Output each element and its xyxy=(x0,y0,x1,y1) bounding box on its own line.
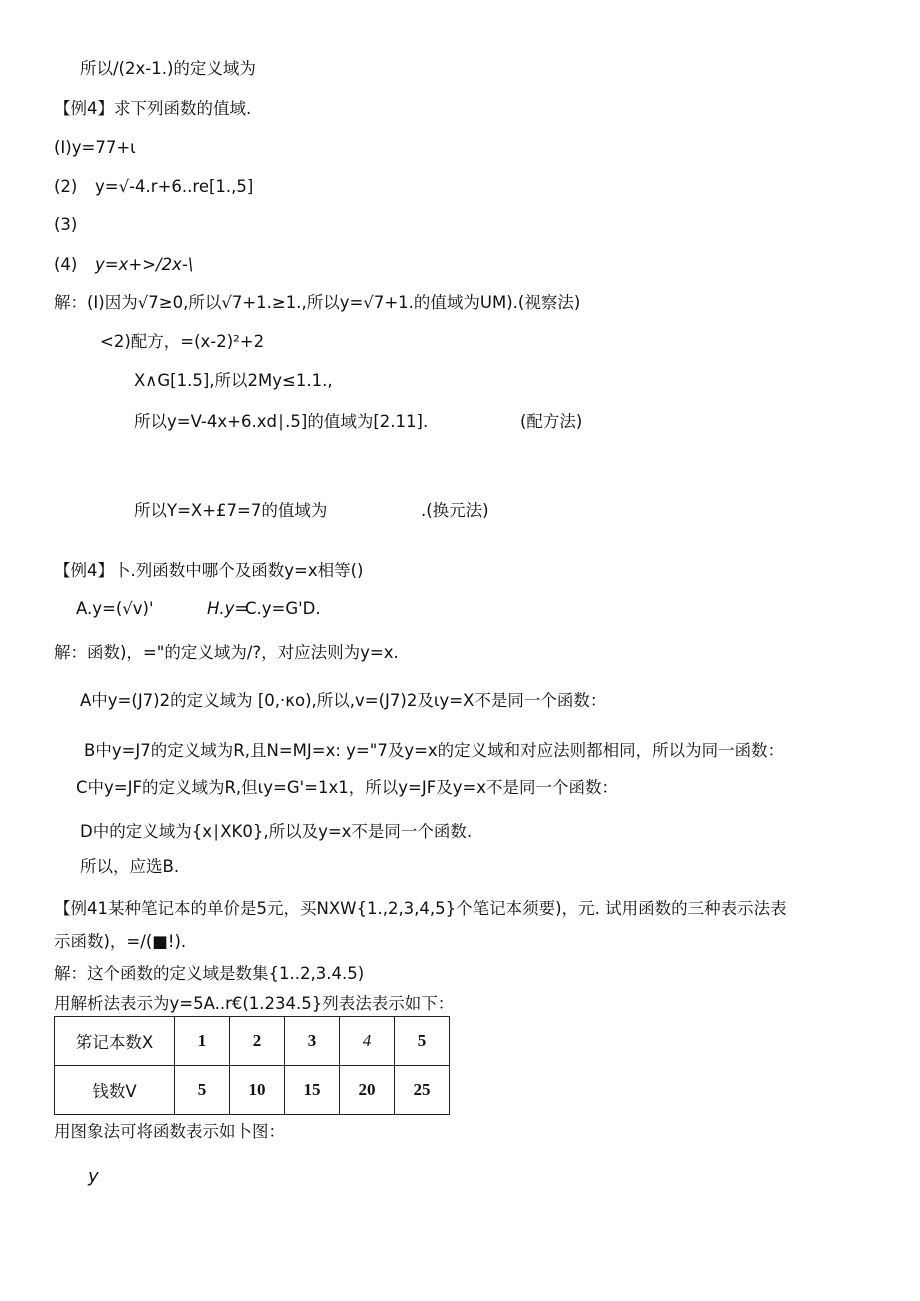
table-cell: 20 xyxy=(340,1066,395,1115)
text-line: 所以y=V-4x+6.xd∣.5]的值域为[2.11]. xyxy=(134,412,429,431)
table-cell: 4 xyxy=(340,1017,395,1066)
value-table xyxy=(54,1016,450,1115)
text-line: 所以，应选B. xyxy=(80,857,180,876)
text-line: 所以Y=X+£7=7的值域为 xyxy=(134,501,328,520)
text-line: 用图象法可将函数表示如卜图： xyxy=(54,1122,285,1141)
item-number: (3) xyxy=(54,215,78,234)
example-heading: 【例4】卜.列函数中哪个及函数y=x相等() xyxy=(54,561,364,580)
text-line: 所以/(2x-1.)的定义域为 xyxy=(80,59,256,78)
table-cell: 1 xyxy=(175,1017,230,1066)
method-note: (配方法) xyxy=(520,412,583,431)
item-number: (4) xyxy=(54,255,78,274)
solution-line: 解：这个函数的定义域是数集{1..2,3.4.5) xyxy=(54,964,365,983)
table-row-label: 钱数V xyxy=(55,1066,175,1115)
text-line: A中y=(J7)2的定义域为 [0,·κo),所以,v=(J7)2及ιy=X不是同一个函数： xyxy=(80,691,607,710)
table-row xyxy=(55,1066,450,1115)
table-cell: 25 xyxy=(395,1066,450,1115)
table-cell: 15 xyxy=(285,1066,340,1115)
option-a: A.y=(√v)' xyxy=(76,599,154,618)
text-line: y=√-4.r+6..re[1.,5] xyxy=(95,177,254,196)
item-number: (2) xyxy=(54,177,78,196)
table-cell: 10 xyxy=(230,1066,285,1115)
text-line: 示函数)，=/(■!). xyxy=(54,932,187,951)
formula-line: y=x+>/2x-\ xyxy=(95,255,194,274)
table-cell: 3 xyxy=(285,1017,340,1066)
text-line: X∧G[1.5],所以2My≤1.1., xyxy=(134,371,333,390)
solution-line: 解：(I)因为√7≥0,所以√7+1.≥1.,所以y=√7+1.的值域为UM).(视察法) xyxy=(54,293,581,312)
text-line: D中的定义域为{x∣XK0},所以及y=x不是同一个函数. xyxy=(80,822,473,841)
table-cell: 2 xyxy=(230,1017,285,1066)
text-line: 用解析法表示为y=5A..r€(1.234.5}列表法表示如下： xyxy=(54,994,455,1013)
text-line: C中y=JF的定义域为R,但ιy=G'=1x1，所以y=JF及y=x不是同一个函数： xyxy=(76,778,619,797)
table-row-label: 笫记本数X xyxy=(55,1017,175,1066)
text-line: (I)y=77+ι xyxy=(54,138,136,157)
text-line: <2)配方，=(x-2)²+2 xyxy=(100,332,265,351)
table-row xyxy=(55,1017,450,1066)
axis-label: y xyxy=(88,1166,99,1187)
method-note: .(换元法) xyxy=(421,501,489,520)
option-cd: C.y=G'D. xyxy=(245,599,321,618)
text-line: B中y=J7的定义域为R,且N=MJ=x: y="7及y=x的定义域和对应法则都相同，所以为同一函数： xyxy=(84,741,785,760)
table-cell: 5 xyxy=(175,1066,230,1115)
table-cell: 5 xyxy=(395,1017,450,1066)
example-heading: 【例4】求下列函数的值域. xyxy=(54,99,252,118)
option-b: H.y= xyxy=(207,599,249,618)
example-heading: 【例41某种笔记本的单价是5元，买NXW{1.,2,3,4,5}个笔记本须要)，元. 试用函数的三种表示法表 xyxy=(54,899,787,918)
solution-line: 解：函数)，="的定义域为/?，对应法则为y=x. xyxy=(54,643,399,662)
